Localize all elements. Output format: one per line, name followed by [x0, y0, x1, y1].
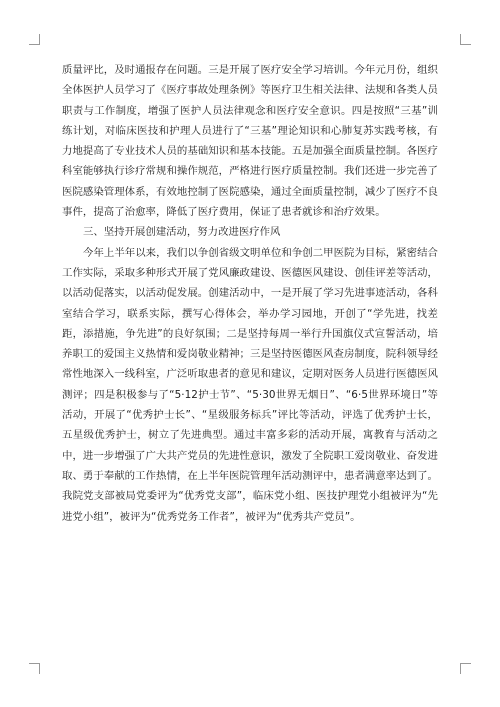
- section-heading: 三、坚持开展创建活动，努力改进医疗作风: [83, 226, 281, 239]
- paragraph-creation-activities: 今年上半年以来，我们以争创省级文明单位和争创二甲医院为目标，紧密结合工作实际，采取多种形式开展了党风廉政建设、医德医风建设、创佳评差等活动，以活动促落实，以活动促发展。创建活动中，一是开展了学习先进事迹活动，各科室结合学习，联系实际，撰写心得体会，举办学习园地，开创了“学先进，找差距，添措施，争先进”的良好氛围；二是坚持每周一举行升国旗仪式宣誓活动，培养职工的爱国主义热情和爱岗敬业精神；三是坚持医德医风查房制度，院科领导经常性地深入一线科室，广泛听取患者的意见和建议，定期对医务人员进行医德医风测评；四是积极参与了“5·12护士节”、“5·30世界无烟日”、“6·5世界环境日”等活动，开展了“优秀护士长”、“星级服务标兵”评比等活动，评选了优秀护士长，五星级优秀护士，树立了先进典型。通过丰富多彩的活动开展，寓教育与活动之中，进一步增强了广大共产党员的先进性意识，激发了全院职工爱岗敬业、奋发进取、勇于奉献的工作热情，在上半年医院管理年活动测评中，患者满意率达到了。我院党支部被局党委评为“优秀党支部”，临床党小组、医技护理党小组被评为“先进党小组”，被评为“优秀党务工作者”，被评为“优秀共产党员”。: [62, 246, 438, 523]
- crop-mark-top-left: [29, 34, 40, 45]
- document-body: [62, 60, 438, 527]
- crop-mark-bottom-left: [29, 663, 40, 674]
- crop-mark-bottom-right: [460, 663, 471, 674]
- paragraph-medical-safety: 质量评比，及时通报存在问题。三是开展了医疗安全学习培训。今年元月份，组织全体医护人员学习了《医疗事故处理条例》等医疗卫生相关法律、法规和各类人员职责与工作制度，增强了医护人员法律观念和医疗安全意识。四是按照“三基”训练计划，对临床医技和护理人员进行了“三基”理论知识和心肺复苏实践考核，有力地提高了专业技术人员的基础知识和基本技能。五是加强全面质量控制。各医疗科室能够执行诊疗常规和操作规范，严格进行医疗质量控制。我们还进一步完善了医院感染管理体系，有效地控制了医院感染，通过全面质量控制，减少了医疗不良事件，提高了治愈率，降低了医疗费用，保证了患者就诊和治疗效果。: [62, 64, 438, 219]
- crop-mark-top-right: [460, 34, 471, 45]
